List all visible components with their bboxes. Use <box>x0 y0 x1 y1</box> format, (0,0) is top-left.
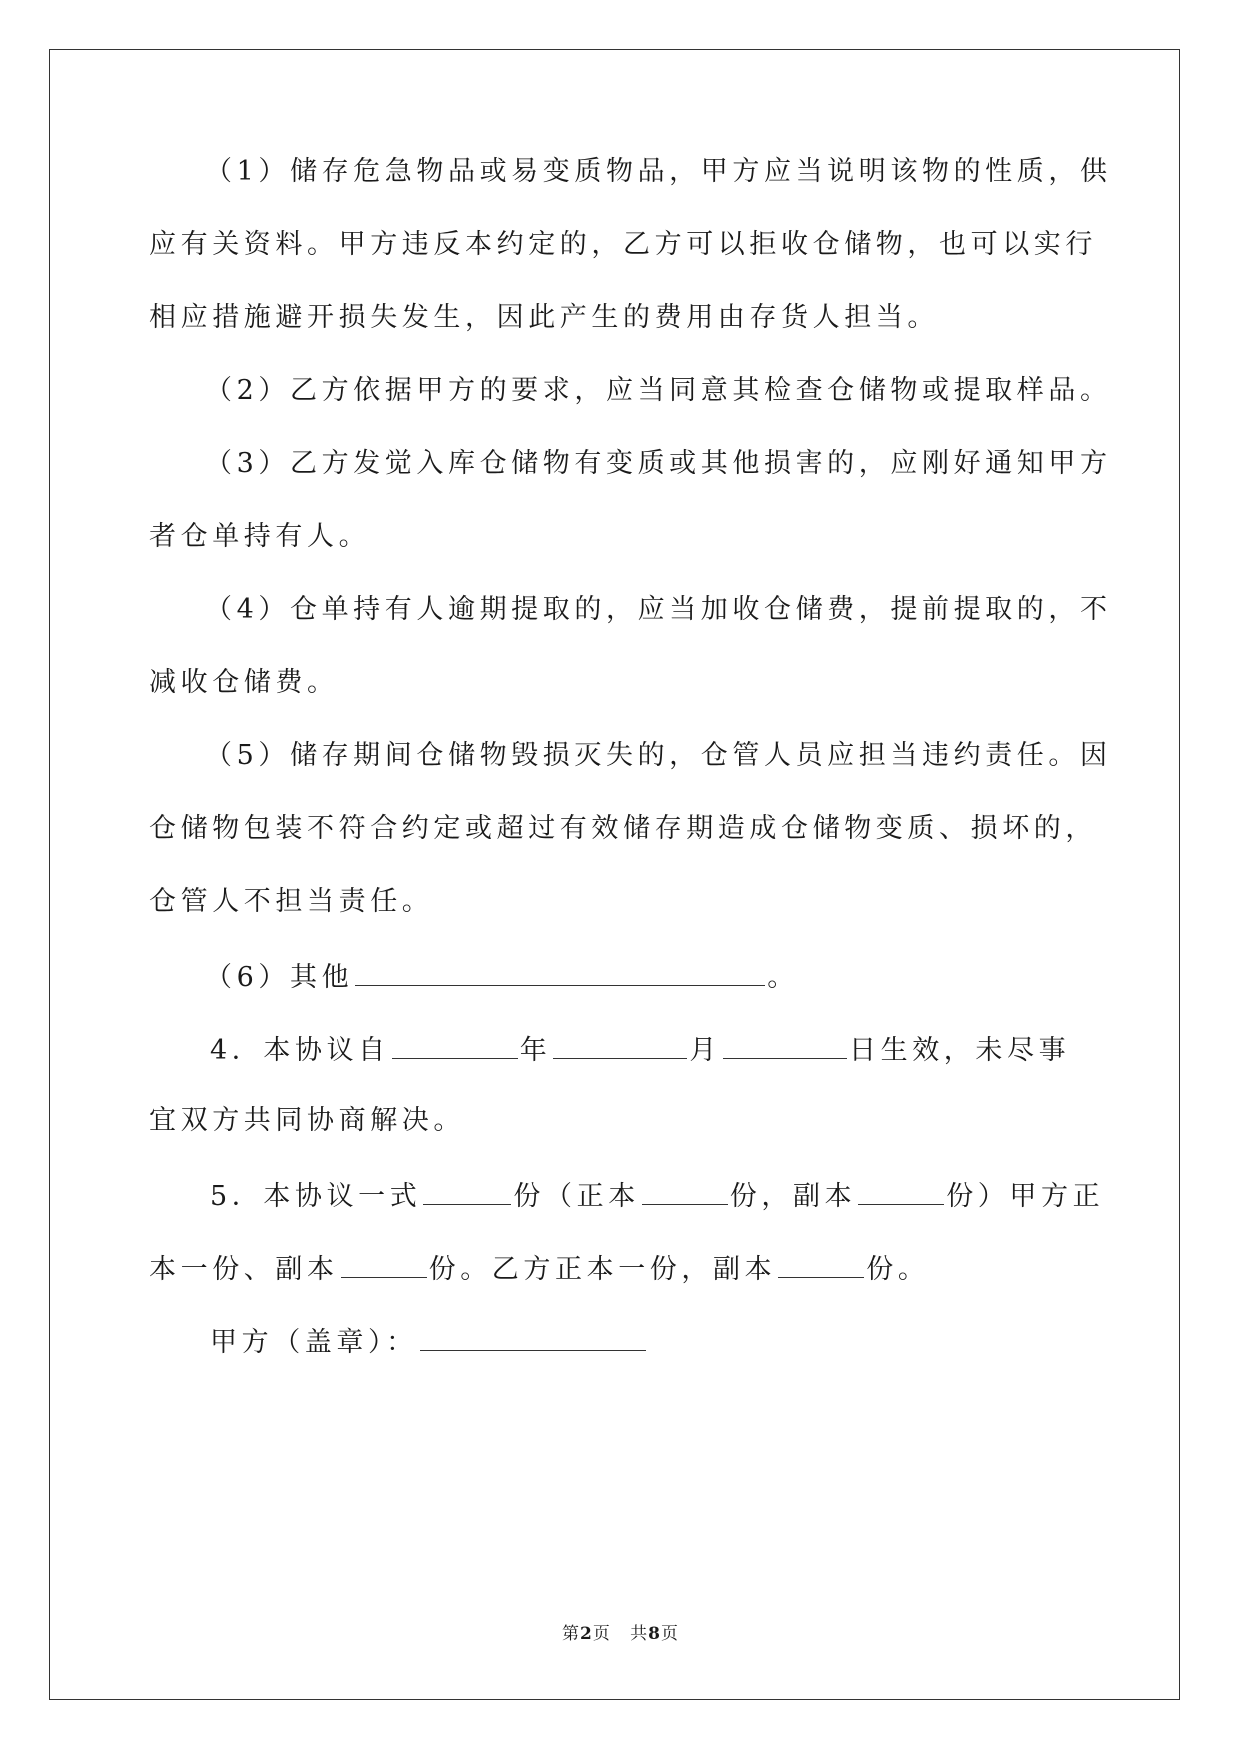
page-prefix: 第 <box>562 1624 581 1644</box>
total-prefix: 共 <box>630 1624 649 1644</box>
text-line-9: （5）储存期间仓储物毁损灭失的，仓管人员应担当违约责任。因 <box>205 740 1112 771</box>
month-blank <box>553 1032 687 1059</box>
text-line-4: （2）乙方依据甲方的要求，应当同意其检查仓储物或提取样品。 <box>205 375 1112 406</box>
text-line-5: （3）乙方发觉入库仓储物有变质或其他损害的，应刚好通知甲方 <box>205 448 1112 479</box>
text-line-2: 应有关资料。甲方违反本约定的，乙方可以拒收仓储物，也可以实行 <box>149 229 1097 260</box>
text-line-10: 仓储物包装不符合约定或超过有效储存期造成仓储物变质、损坏的， <box>149 813 1097 844</box>
month-label: 月 <box>689 1035 721 1066</box>
party-a-seal-blank <box>420 1324 646 1351</box>
party-a-label: 甲方（盖章）： <box>210 1327 418 1358</box>
party-b-duplicate-blank <box>778 1251 864 1278</box>
party-a-line <box>210 1324 648 1359</box>
clause-5-p1: 5．本协议一式 <box>210 1181 422 1212</box>
clause-5-line-2 <box>149 1251 929 1286</box>
clause-4-line-2: 宜双方共同协商解决。 <box>149 1105 465 1136</box>
clause-5-q2: 份。乙方正本一份，副本 <box>428 1254 777 1285</box>
page-unit: 页 <box>592 1624 611 1644</box>
year-blank <box>392 1032 518 1059</box>
page-number: 2 <box>580 1624 593 1644</box>
text-line-3: 相应措施避开损失发生，因此产生的费用由存货人担当。 <box>149 302 939 333</box>
clause-4-line-1 <box>210 1032 1070 1067</box>
clause-5-p2: 份（正本 <box>513 1181 640 1212</box>
clause-5-q1: 本一份、副本 <box>149 1254 339 1285</box>
page-border <box>49 49 1180 1700</box>
item-6-end: 。 <box>767 962 799 993</box>
clause-5-q3: 份。 <box>866 1254 930 1285</box>
duplicate-blank <box>858 1178 944 1205</box>
text-line-7: （4）仓单持有人逾期提取的，应当加收仓储费，提前提取的，不 <box>205 594 1112 625</box>
clause-5-p4: 份）甲方正 <box>946 1181 1105 1212</box>
clause-4-suffix: 日生效，未尽事 <box>849 1035 1071 1066</box>
original-blank <box>642 1178 728 1205</box>
day-blank <box>723 1032 847 1059</box>
clause-5-line-1 <box>210 1178 1104 1213</box>
text-line-6: 者仓单持有人。 <box>149 521 371 552</box>
text-line-11: 仓管人不担当责任。 <box>149 886 434 917</box>
year-label: 年 <box>519 1035 552 1066</box>
clause-4-prefix: 4．本协议自 <box>210 1035 390 1066</box>
other-blank <box>355 959 765 986</box>
copies-blank <box>423 1178 511 1205</box>
page-footer <box>0 1619 1241 1644</box>
text-line-8: 减收仓储费。 <box>149 667 339 698</box>
clause-5-p3: 份，副本 <box>729 1181 857 1212</box>
total-pages: 8 <box>648 1624 661 1644</box>
text-line-1: （1）储存危急物品或易变质物品，甲方应当说明该物的性质，供 <box>205 156 1112 187</box>
item-6-line <box>205 959 799 994</box>
item-6-label: （6）其他 <box>205 962 354 993</box>
total-unit: 页 <box>660 1624 679 1644</box>
party-a-duplicate-blank <box>341 1251 427 1278</box>
